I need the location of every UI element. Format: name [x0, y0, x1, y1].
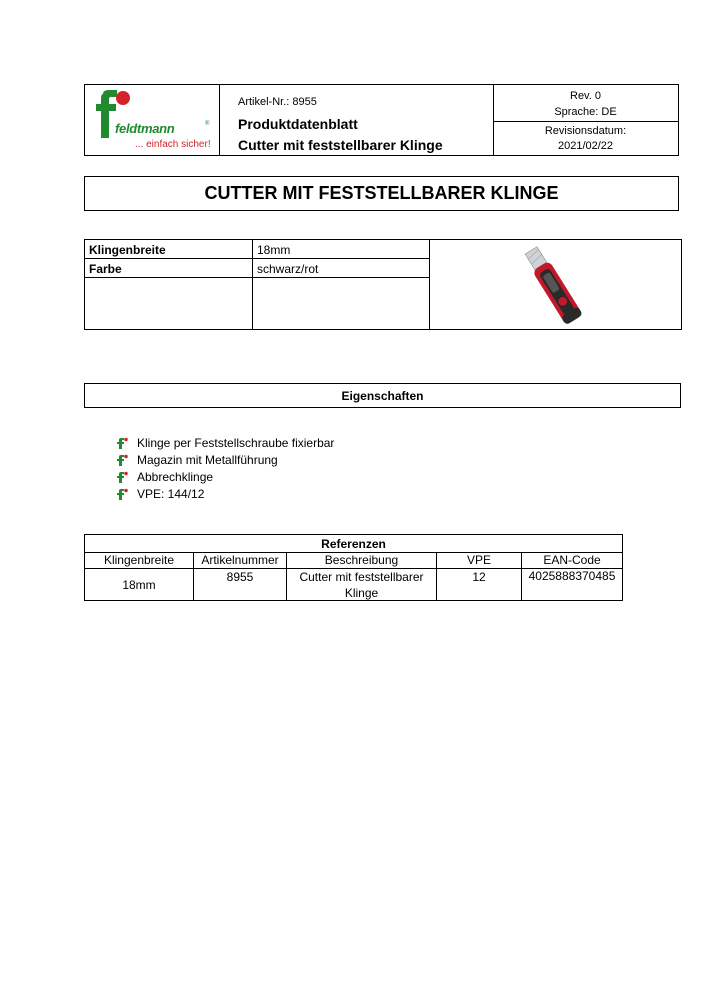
spec-col-divider — [252, 240, 253, 329]
feature-item — [116, 436, 334, 450]
cell-article-number: 8955 — [226, 570, 254, 584]
feldtmann-bullet-icon — [116, 437, 128, 449]
feldtmann-bullet-icon — [116, 454, 128, 466]
cell-description-line2: Klinge — [344, 586, 379, 600]
spec-row-divider — [85, 277, 429, 278]
logo-brand-text: feldtmann — [115, 121, 175, 136]
feature-item — [116, 470, 213, 484]
spec-row-divider — [85, 258, 429, 259]
header-table — [84, 84, 679, 156]
revision-date: 2021/02/22 — [557, 140, 614, 152]
feature-text: Magazin mit Metallführung — [137, 453, 278, 467]
references-heading: Referenzen — [321, 537, 386, 551]
spec-label-color: Farbe — [89, 262, 122, 276]
article-number: Artikel-Nr.: 8955 — [238, 96, 317, 108]
spec-image-divider — [429, 240, 430, 329]
properties-heading: Eigenschaften — [84, 383, 681, 408]
col-header-description: Beschreibung — [324, 553, 399, 567]
page-title: CUTTER MIT FESTSTELLBARER KLINGE — [84, 176, 679, 211]
revision-date-label: Revisionsdatum: — [544, 125, 627, 137]
cutter-product-image — [510, 243, 600, 327]
title-cell — [219, 85, 494, 155]
cell-vpe: 12 — [472, 570, 486, 584]
feldtmann-bullet-icon — [116, 488, 128, 500]
doc-type: Produktdatenblatt — [238, 116, 358, 132]
feature-text: Abbrechklinge — [137, 470, 214, 484]
revision-divider — [493, 121, 678, 122]
logo-cell — [85, 85, 220, 155]
header-product-name: Cutter mit feststellbarer Klinge — [238, 137, 443, 153]
feature-text: Klinge per Feststellschraube fixierbar — [137, 436, 335, 450]
spec-table — [84, 239, 682, 330]
language: Sprache: DE — [554, 106, 617, 118]
revision: Rev. 0 — [570, 90, 601, 102]
cell-ean: 4025888370485 — [528, 569, 616, 583]
spec-value-blade-width: 18mm — [257, 243, 291, 257]
feldtmann-bullet-icon — [116, 471, 128, 483]
feature-item — [116, 453, 278, 467]
cell-blade-width: 18mm — [122, 578, 156, 592]
feature-item — [116, 487, 204, 501]
col-header-vpe: VPE — [466, 553, 491, 567]
col-header-ean: EAN-Code — [543, 553, 601, 567]
references-table — [84, 534, 623, 601]
spec-label-blade-width: Klingenbreite — [89, 243, 166, 257]
revision-cell — [493, 85, 678, 155]
cell-description-line1: Cutter mit feststellbarer — [299, 570, 424, 584]
logo-slogan: ... einfach sicher! — [135, 139, 211, 150]
col-header-article-number: Artikelnummer — [201, 553, 279, 567]
col-header-blade-width: Klingenbreite — [103, 553, 175, 567]
spec-value-color: schwarz/rot — [257, 262, 319, 276]
feature-text: VPE: 144/12 — [137, 487, 205, 501]
logo-registered-mark: ® — [205, 121, 210, 127]
